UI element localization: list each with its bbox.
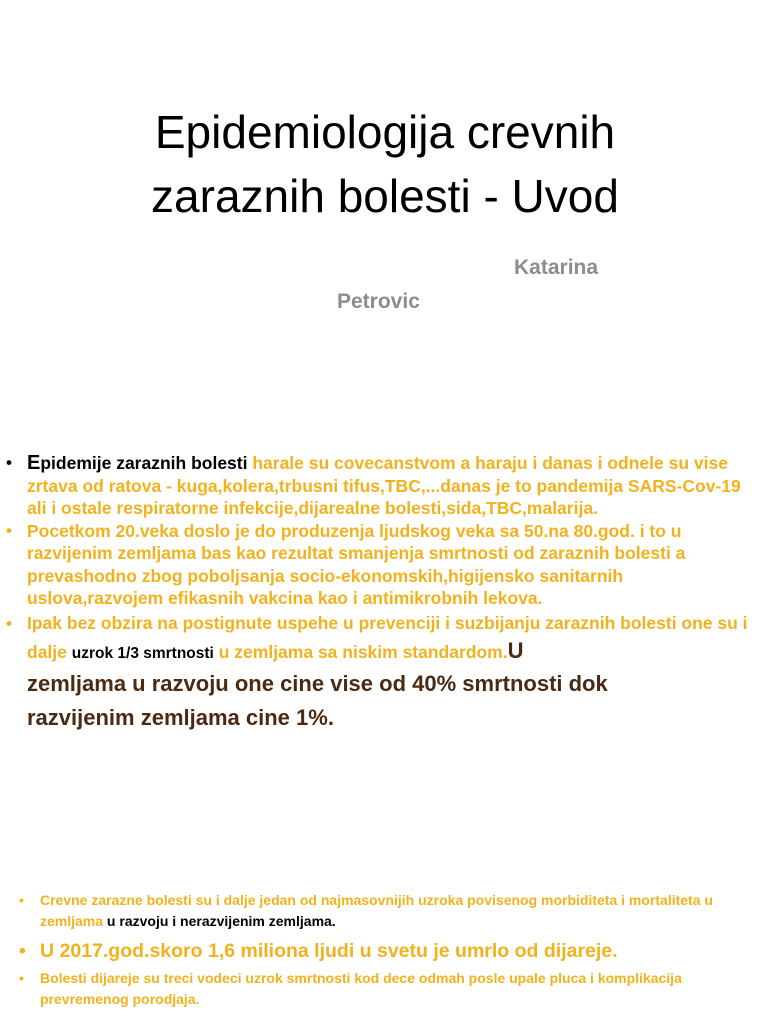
epidemics-initial: E [27, 452, 41, 474]
bullet-diarrhea-deaths [0, 936, 768, 966]
mortality-highlight: uzrok 1/3 smrtnosti [71, 644, 214, 662]
bullet-dot: • [19, 892, 24, 908]
mortality-text-2: u zemljama sa niskim standardom. [213, 641, 508, 662]
bullet-dot: • [6, 613, 12, 633]
bullet-mortality [0, 610, 768, 735]
author-first-name: Katarina [514, 256, 599, 279]
bullet-dot: • [6, 520, 12, 540]
epidemics-lead: pidemije zaraznih bolesti [40, 453, 248, 473]
bullet-dot: • [6, 453, 12, 472]
intestinal-bullet-list [0, 890, 768, 1010]
intestinal-highlight: u razvoju i nerazvijenim zemljama. [103, 913, 336, 929]
title-line-1: Epidemiologija crevnih [154, 106, 616, 158]
lifespan-text: Pocetkom 20.veka doslo je do produzenja ljudskog veka sa 50.na 80.god. i to u razvijenim zemljama bas kao rezultat smanjenja smrtnosti od zaraznih bolesti a prevashodno zbog poboljsanja socio-ekonomskih,higijensko sanitarnih uslova,razvojem efikasnih vakcina kao i antimikrobnih lekova. [27, 520, 686, 608]
title-line-2: zaraznih bolesti - Uvod [151, 170, 619, 222]
mortality-text-1: Ipak bez obzira na postignute uspehe u prevenciji i suzbijanju zaraznih bolesti one su i dalje [27, 612, 748, 662]
diarrhea-deaths-text: U 2017.god.skoro 1,6 miliona ljudi u svetu je umrlo od dijareje. [40, 940, 618, 962]
child-mortality-text: Bolesti dijareje su treci vodeci uzrok smrtnosti kod dece odmah posle upale pluca i komplikacija prevremenog porodjaja. [40, 970, 682, 1007]
mortality-big-u: U [507, 637, 524, 663]
intestinal-text: Crevne zarazne bolesti su i dalje jedan od najmasovnijih uzroka povisenog morbiditeta i mortaliteta u zemljama [40, 892, 713, 929]
mortality-brown-line-1: zemljama u razvoju one cine vise od 40% smrtnosti dok [27, 670, 608, 696]
bullet-dot: • [19, 940, 26, 962]
bullet-child-mortality [0, 968, 768, 1010]
slide-title [60, 100, 710, 228]
bullet-epidemics [0, 452, 768, 520]
intro-bullet-list [0, 452, 768, 735]
bullet-dot: • [19, 970, 24, 986]
author-last-name: Petrovic [337, 290, 420, 313]
bullet-intestinal-diseases [0, 890, 768, 932]
bullet-lifespan [0, 520, 768, 610]
mortality-brown-line-2: razvijenim zemljama cine 1%. [27, 704, 334, 730]
epidemics-text: harale su covecanstvom a haraju i danas i odnele su vise zrtava od ratova - kuga,kolera,trbusni tifus,TBC,...danas je to pandemija SARS-Cov-19 ali i ostale respiratorne infekcije,dijarealne bolesti,sida,TBC,malarija. [27, 453, 741, 518]
